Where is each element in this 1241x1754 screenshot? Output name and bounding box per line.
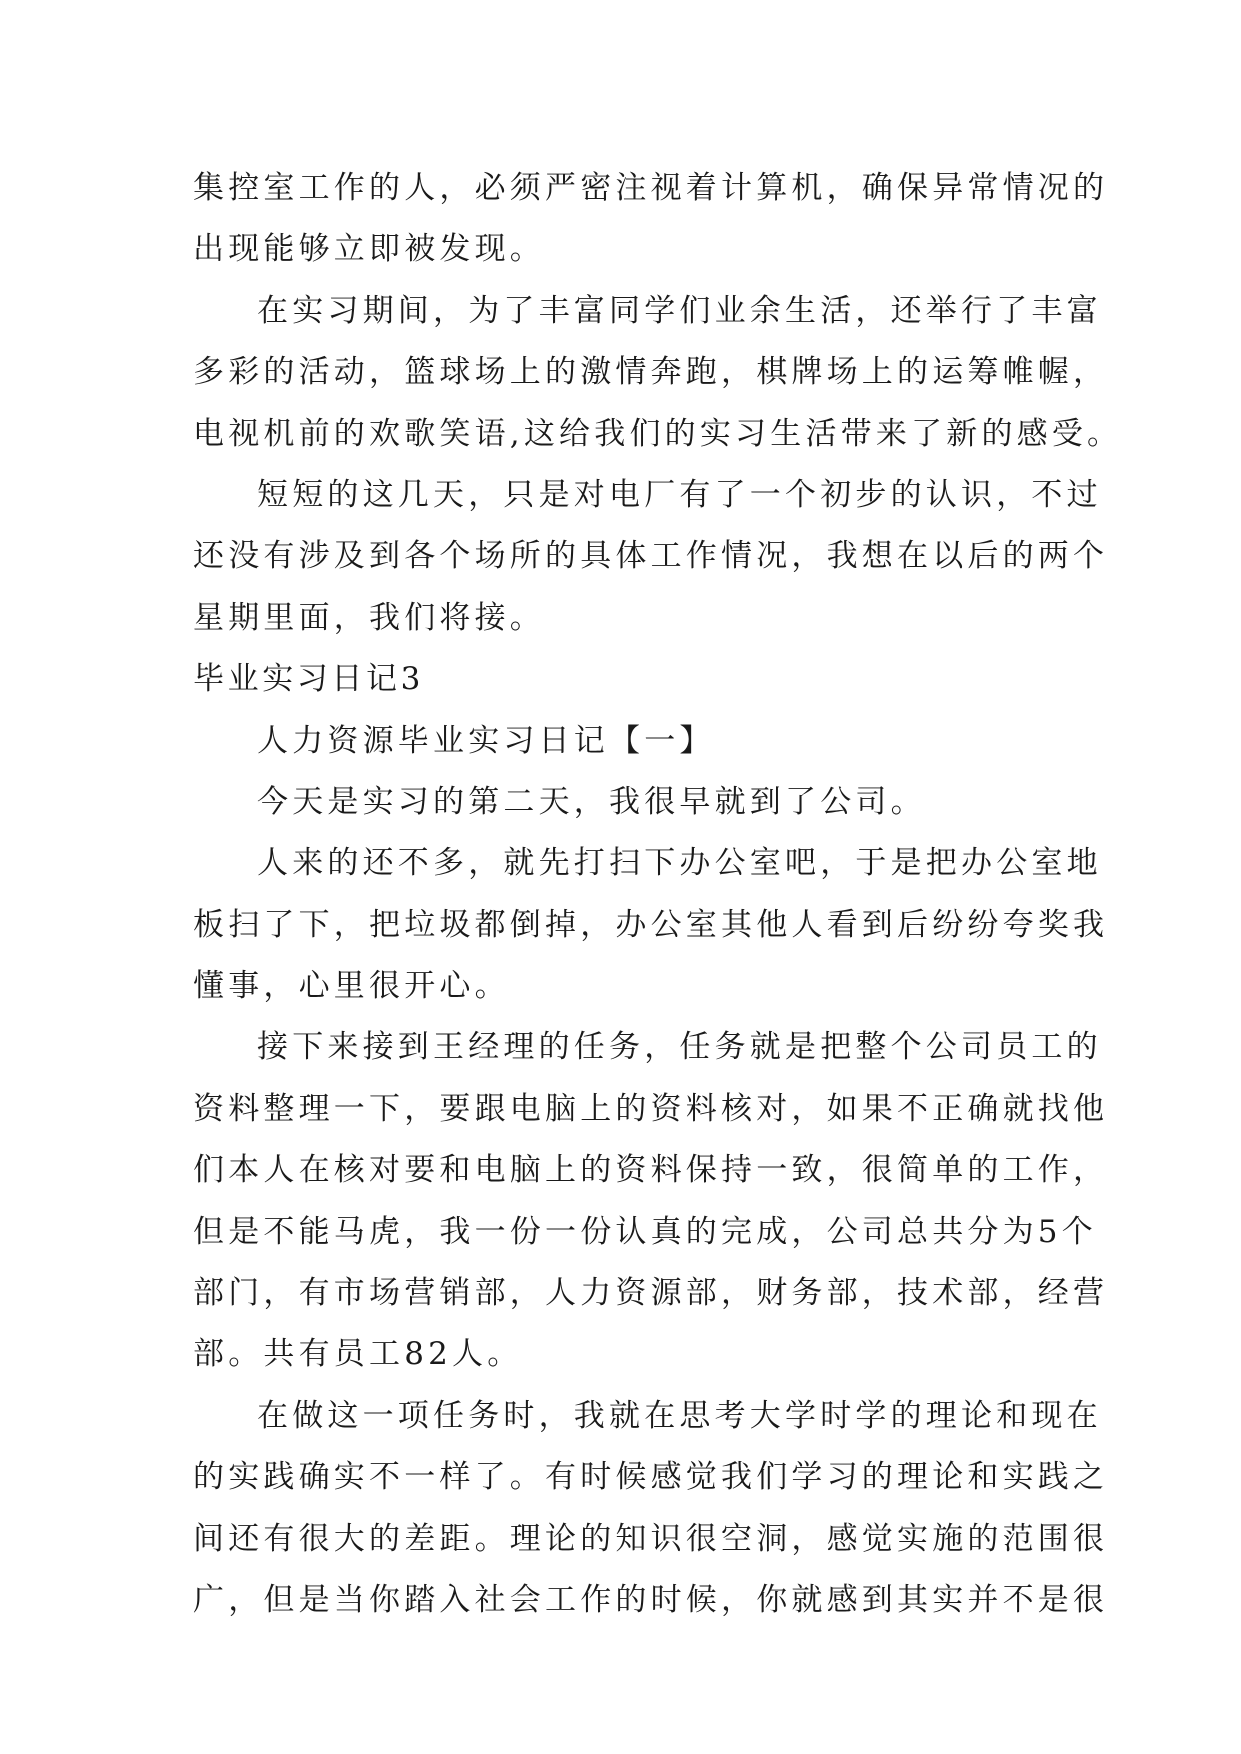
text-line: 电视机前的欢歌笑语,这给我们的实习生活带来了新的感受。 [193, 415, 1123, 452]
text-line: 但是不能马虎，我一份一份认真的完成，公司总共分为5个 [193, 1213, 1097, 1250]
text-line: 间还有很大的差距。理论的知识很空洞，感觉实施的范围很 [193, 1520, 1109, 1557]
text-line: 短短的这几天，只是对电厂有了一个初步的认识，不过 [257, 476, 1102, 513]
section-heading: 毕业实习日记3 [193, 661, 424, 698]
text-line: 星期里面，我们将接。 [193, 599, 545, 636]
text-line: 的实践确实不一样了。有时候感觉我们学习的理论和实践之 [193, 1459, 1109, 1496]
text-line: 接下来接到王经理的任务，任务就是把整个公司员工的 [257, 1029, 1102, 1066]
text-line: 在做这一项任务时，我就在思考大学时学的理论和现在 [257, 1397, 1102, 1434]
document-body [193, 158, 1123, 1631]
text-line: 广，但是当你踏入社会工作的时候，你就感到其实并不是很 [193, 1581, 1109, 1618]
subsection-title: 人力资源毕业实习日记【一】 [257, 722, 715, 759]
text-line: 集控室工作的人，必须严密注视着计算机，确保异常情况的 [193, 170, 1109, 206]
text-line: 今天是实习的第二天，我很早就到了公司。 [257, 783, 926, 820]
text-line: 懂事，心里很开心。 [193, 968, 510, 1005]
text-line: 出现能够立即被发现。 [193, 231, 545, 268]
text-line: 部。共有员工82人。 [193, 1336, 523, 1373]
text-line: 们本人在核对要和电脑上的资料保持一致，很简单的工作， [193, 1152, 1109, 1189]
text-line: 板扫了下，把垃圾都倒掉，办公室其他人看到后纷纷夸奖我 [193, 906, 1109, 943]
text-line: 部门，有市场营销部，人力资源部，财务部，技术部，经营 [193, 1275, 1109, 1312]
text-line: 多彩的活动，篮球场上的激情奔跑，棋牌场上的运筹帷幄， [193, 354, 1109, 391]
text-line: 还没有涉及到各个场所的具体工作情况，我想在以后的两个 [193, 538, 1109, 575]
text-line: 资料整理一下，要跟电脑上的资料核对，如果不正确就找他 [193, 1090, 1109, 1127]
text-line: 在实习期间，为了丰富同学们业余生活，还举行了丰富 [257, 292, 1102, 329]
text-line: 人来的还不多，就先打扫下办公室吧，于是把办公室地 [257, 845, 1102, 882]
